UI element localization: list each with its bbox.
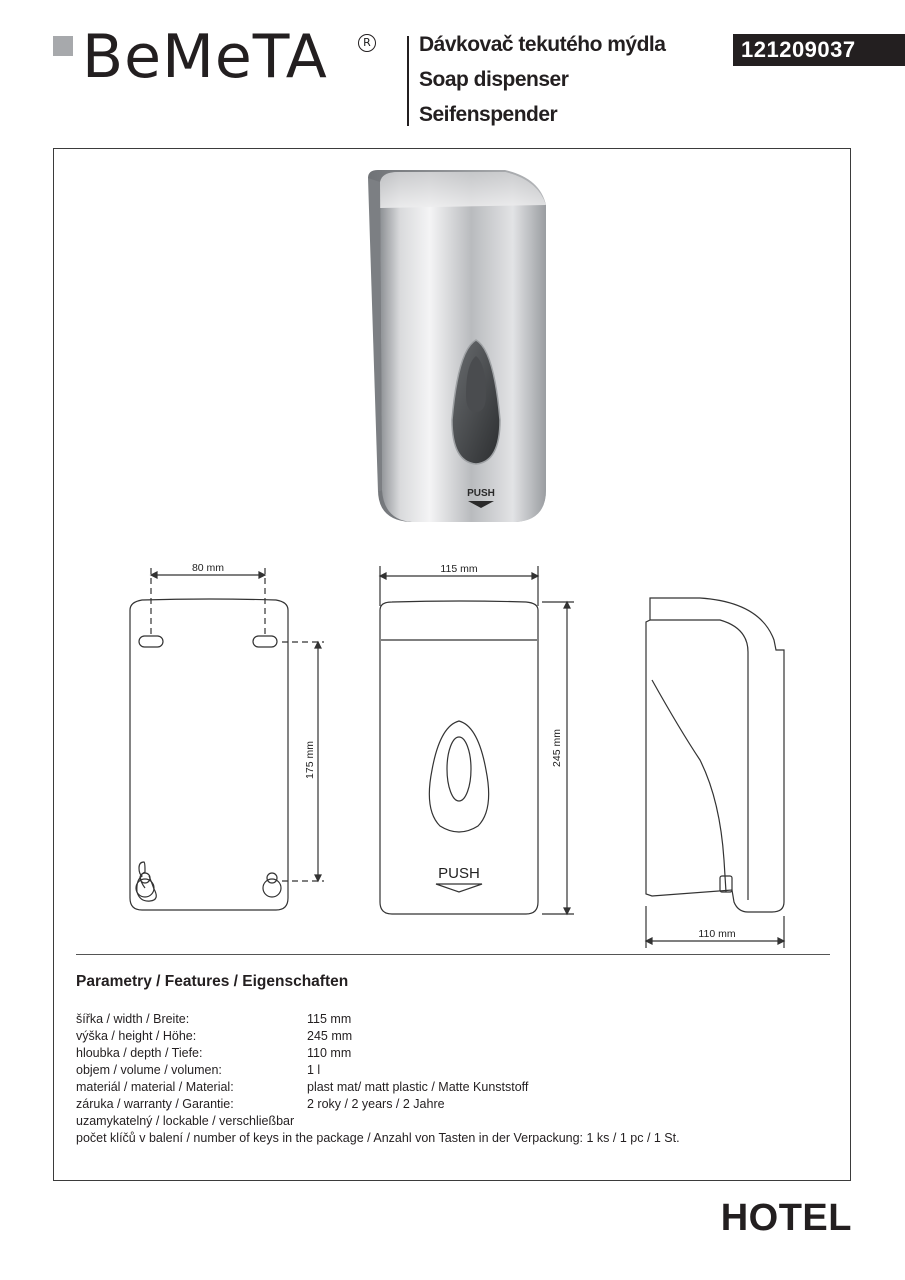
spec-value-depth: 110 mm	[307, 1046, 352, 1060]
title-cz: Dávkovač tekutého mýdla	[419, 33, 666, 56]
front-width-label: 115 mm	[440, 563, 478, 575]
side-depth-label: 110 mm	[698, 928, 736, 940]
spec-label-depth: hloubka / depth / Tiefe:	[76, 1046, 203, 1060]
push-label: PUSH	[467, 488, 495, 499]
spec-label-keys: počet klíčů v balení / number of keys in the package / Anzahl von Tasten in der Verpackung: 1 ks / 1 pc / 1 St.	[76, 1131, 680, 1145]
side-view	[646, 598, 784, 948]
back-holes-height-label: 175 mm	[304, 741, 316, 779]
title-de: Seifenspender	[419, 103, 558, 126]
product-image	[368, 170, 546, 522]
spec-label-material: materiál / material / Material:	[76, 1080, 234, 1094]
features-title: Parametry / Features / Eigenschaften	[76, 973, 349, 990]
spec-label-height: výška / height / Höhe:	[76, 1029, 197, 1043]
spec-label-lockable: uzamykatelný / lockable / verschließbar	[76, 1114, 295, 1128]
spec-label-volume: objem / volume / volumen:	[76, 1063, 222, 1077]
spec-label-warranty: záruka / warranty / Garantie:	[76, 1097, 234, 1111]
spec-value-width: 115 mm	[307, 1012, 352, 1026]
spec-label-width: šířka / width / Breite:	[76, 1012, 190, 1026]
front-height-label: 245 mm	[551, 729, 563, 767]
features-separator	[76, 954, 830, 955]
front-push-label: PUSH	[438, 865, 480, 882]
spec-value-warranty: 2 roky / 2 years / 2 Jahre	[307, 1097, 445, 1111]
spec-value-height: 245 mm	[307, 1029, 353, 1043]
brand-logo: BeMeTA	[82, 22, 328, 92]
front-view	[380, 566, 574, 914]
category-label: HOTEL	[720, 1197, 852, 1239]
back-view	[130, 568, 324, 910]
back-width-label: 80 mm	[191, 562, 225, 574]
registered-mark: R	[358, 34, 376, 52]
spec-value-volume: 1 l	[307, 1063, 321, 1077]
spec-value-material: plast mat/ matt plastic / Matte Kunststoff	[307, 1080, 529, 1094]
title-en: Soap dispenser	[419, 68, 569, 91]
product-code-badge: 121209037	[733, 34, 905, 66]
